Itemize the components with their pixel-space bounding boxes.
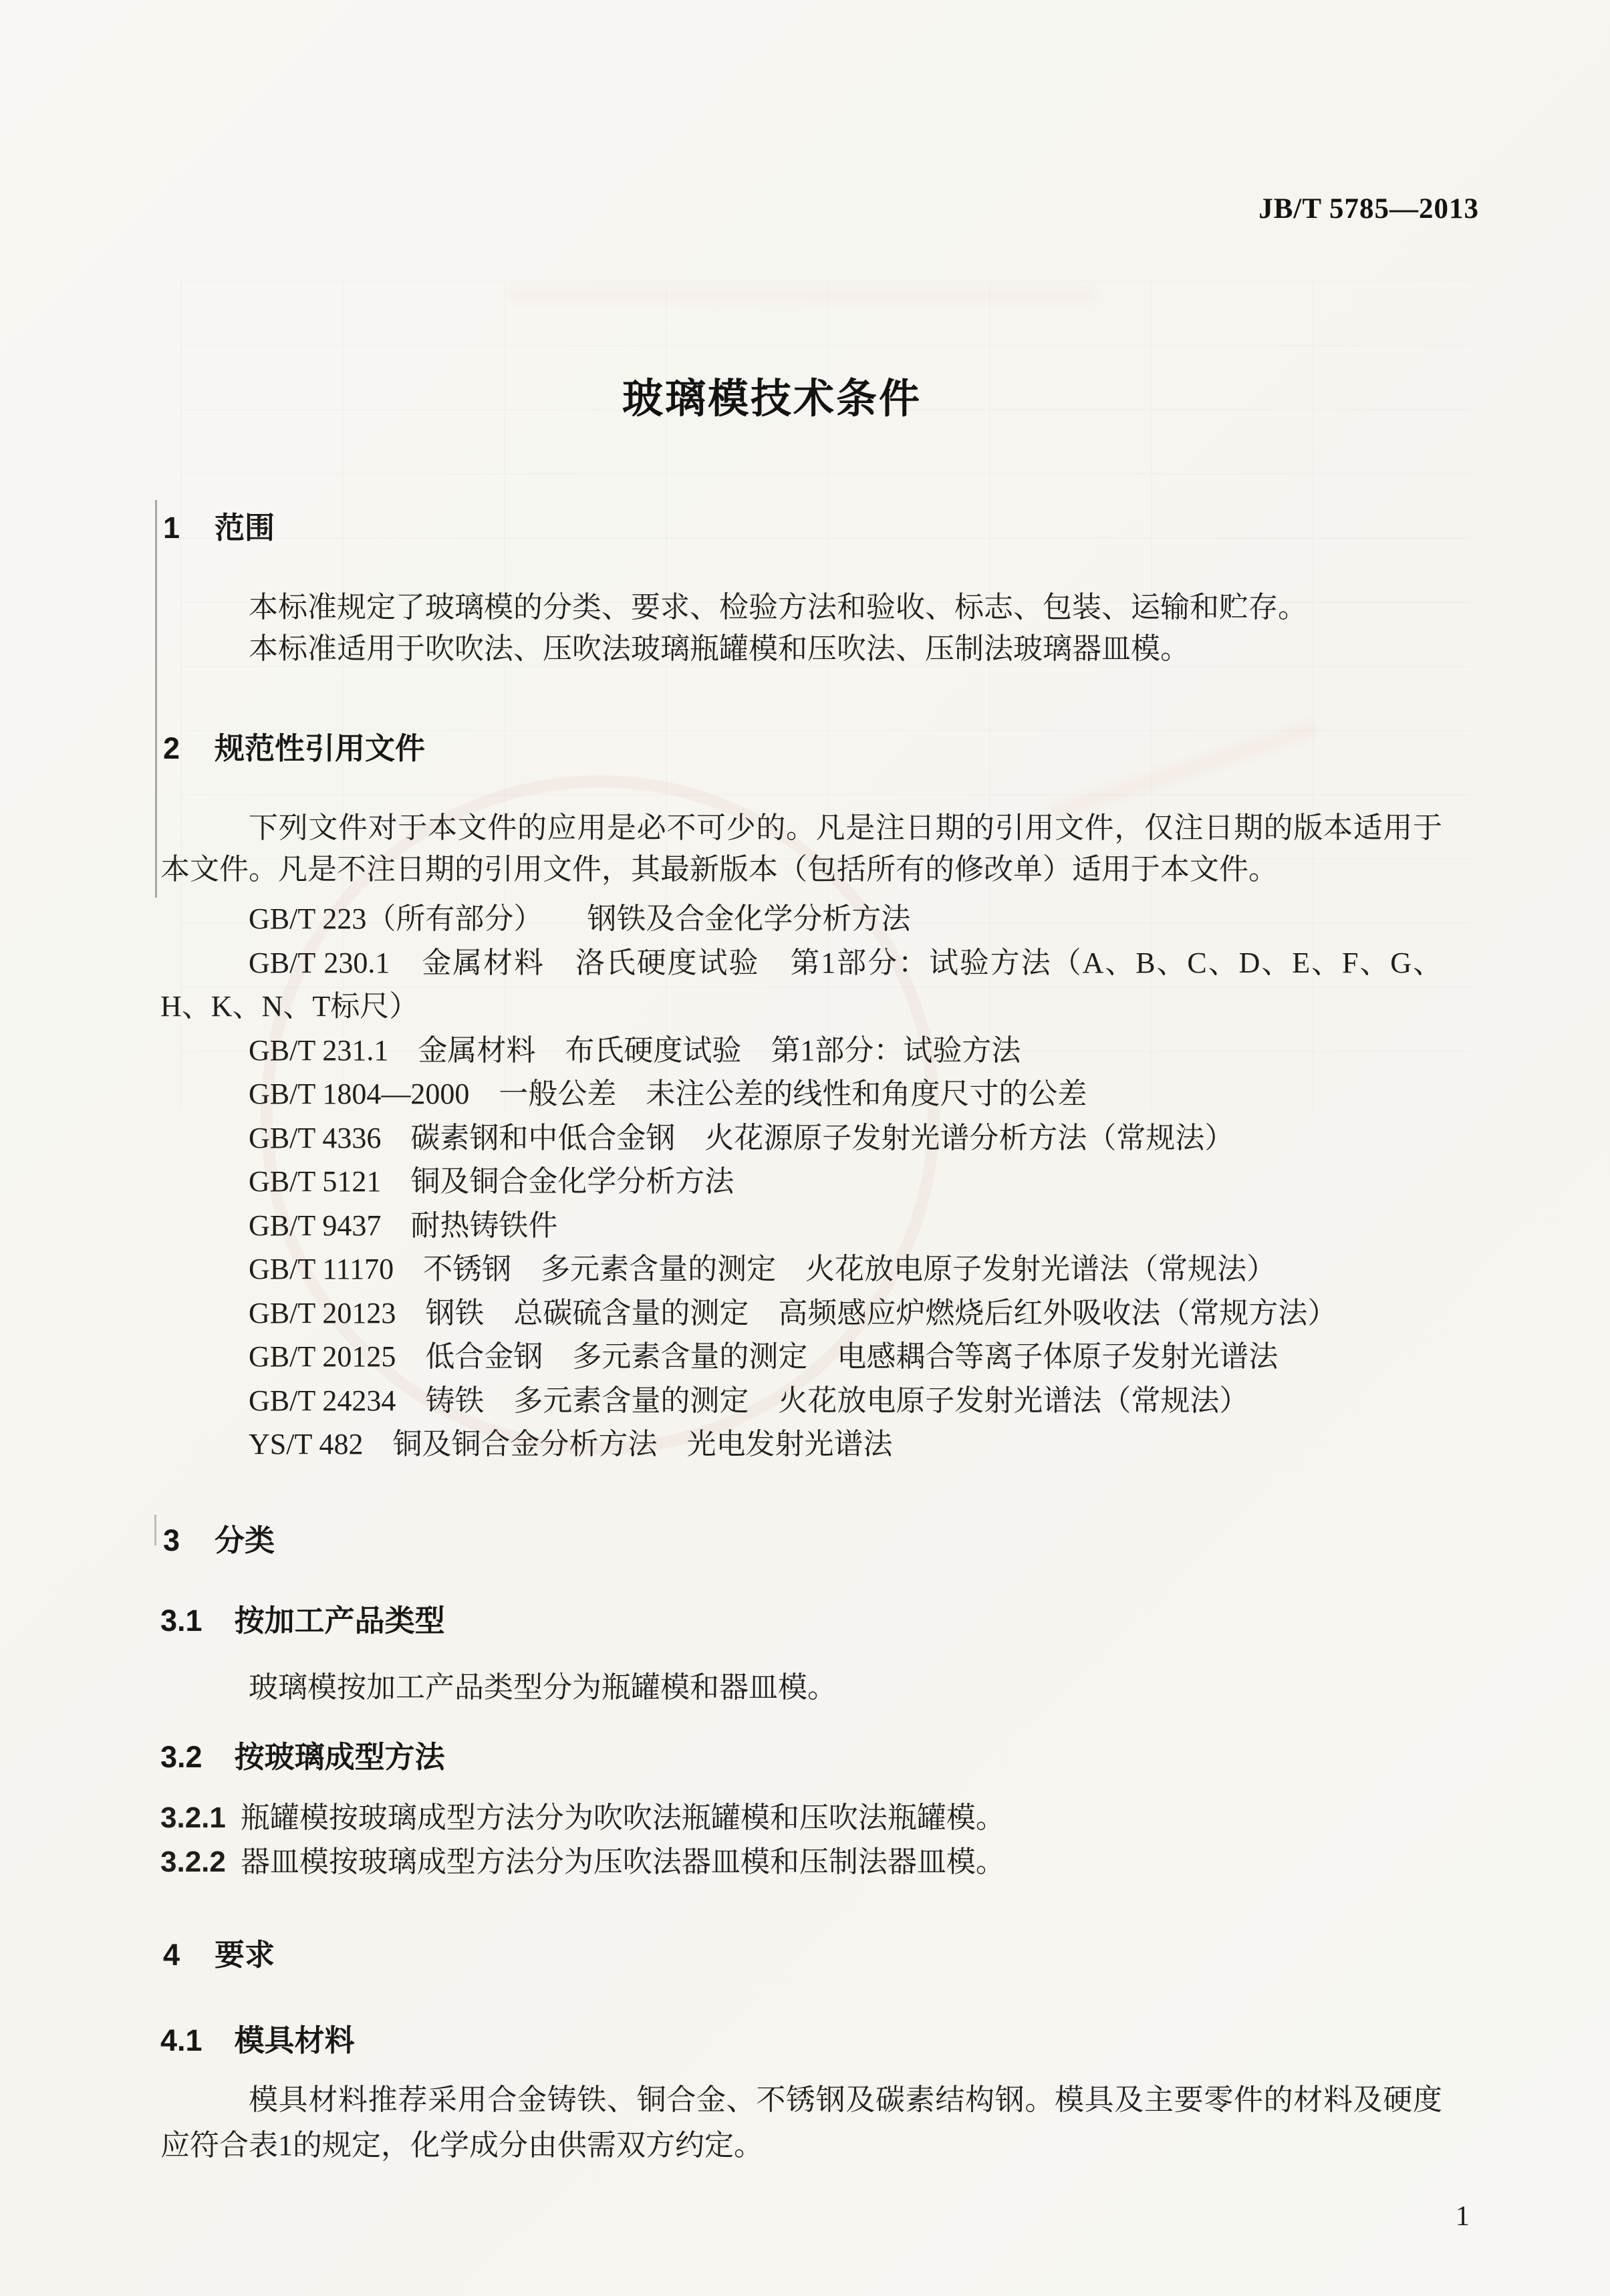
section-2-heading [163, 724, 425, 767]
section-4-heading [163, 1930, 275, 1974]
reference-item: GB/T 223（所有部分） 钢铁及合金化学分析方法 [249, 902, 911, 935]
page-number: 1 [1456, 2201, 1470, 2232]
scan-edge-line-artifact [155, 500, 157, 898]
section-title: 规范性引用文件 [215, 731, 426, 765]
section-number: 1 [163, 511, 180, 545]
reference-item: GB/T 230.1 金属材料 洛氏硬度试验 第1部分：试验方法（A、B、C、D、E、F、G、H、K、N、T标尺） [160, 946, 1442, 1023]
reference-item: GB/T 24234 铸铁 多元素含量的测定 火花放电原子发射光谱法（常规法） [249, 1384, 1249, 1417]
section-number: 4.1 [160, 2023, 203, 2057]
scope-paragraph-1: 本标准规定了玻璃模的分类、要求、检验方法和验收、标志、包装、运输和贮存。 [249, 591, 1307, 624]
clause-text: 器皿模按玻璃成型方法分为压吹法器皿模和压制法器皿模。 [240, 1845, 1005, 1878]
section-title: 要求 [215, 1938, 275, 1972]
section-title: 按玻璃成型方法 [234, 1740, 445, 1774]
scope-paragraph-2: 本标准适用于吹吹法、压吹法玻璃瓶罐模和压吹法、压制法玻璃器皿模。 [249, 632, 1190, 665]
reference-item: GB/T 11170 不锈钢 多元素含量的测定 火花放电原子发射光谱法（常规法） [249, 1253, 1277, 1285]
reference-item: GB/T 20125 低合金钢 多元素含量的测定 电感耦合等离子体原子发射光谱法 [249, 1340, 1279, 1373]
section-number: 2 [163, 731, 180, 765]
clause-number: 3.2.2 [160, 1845, 226, 1878]
section-number: 3.1 [160, 1604, 203, 1638]
clause-3-2-1 [160, 1797, 1442, 1839]
section-1-heading [163, 503, 275, 547]
normative-references-list [160, 897, 1442, 1466]
section-3-2-heading [160, 1733, 445, 1776]
section-number: 4 [163, 1938, 180, 1972]
section-number: 3.2 [160, 1740, 203, 1774]
mold-material-paragraph: 模具材料推荐采用合金铸铁、铜合金、不锈钢及碳素结构钢。模具及主要零件的材料及硬度应符合表1的规定，化学成分由供需双方约定。 [160, 2083, 1442, 2162]
section-number: 3 [163, 1523, 180, 1557]
reference-item: GB/T 9437 耐热铸铁件 [249, 1208, 558, 1242]
clause-number: 3.2.1 [160, 1801, 226, 1834]
section-title: 模具材料 [234, 2023, 355, 2057]
clause-text: 瓶罐模按玻璃成型方法分为吹吹法瓶罐模和压吹法瓶罐模。 [240, 1801, 1005, 1834]
section-title: 范围 [215, 511, 275, 545]
clause-3-2-2 [160, 1841, 1442, 1884]
reference-item: GB/T 20123 钢铁 总碳硫含量的测定 高频感应炉燃烧后红外吸收法（常规方法） [249, 1296, 1337, 1329]
scan-edge-line-artifact [154, 1515, 156, 1545]
reference-item: GB/T 231.1 金属材料 布氏硬度试验 第1部分：试验方法 [249, 1033, 1021, 1067]
section-3-heading [163, 1516, 275, 1559]
reference-item: YS/T 482 铜及铜合金分析方法 光电发射光谱法 [249, 1428, 893, 1460]
standard-code: JB/T 5785—2013 [1258, 193, 1479, 225]
reference-item: GB/T 1804—2000 一般公差 未注公差的线性和角度尺寸的公差 [249, 1077, 1087, 1110]
red-stamp-streak-artifact [508, 287, 1096, 302]
document-title: 玻璃模技术条件 [622, 376, 922, 421]
section-title: 分类 [215, 1523, 275, 1557]
section-3-1-heading [160, 1596, 445, 1640]
classification-by-product-paragraph: 玻璃模按加工产品类型分为瓶罐模和器皿模。 [249, 1671, 837, 1704]
section-title: 按加工产品类型 [234, 1604, 445, 1638]
section-4-1-heading [160, 2016, 355, 2059]
normative-references-intro: 下列文件对于本文件的应用是必不可少的。凡是注日期的引用文件，仅注日期的版本适用于本文件。凡是不注日期的引用文件，其最新版本（包括所有的修改单）适用于本文件。 [160, 811, 1442, 886]
reference-item: GB/T 5121 铜及铜合金化学分析方法 [249, 1165, 734, 1198]
reference-item: GB/T 4336 碳素钢和中低合金钢 火花源原子发射光谱分析方法（常规法） [249, 1121, 1234, 1154]
